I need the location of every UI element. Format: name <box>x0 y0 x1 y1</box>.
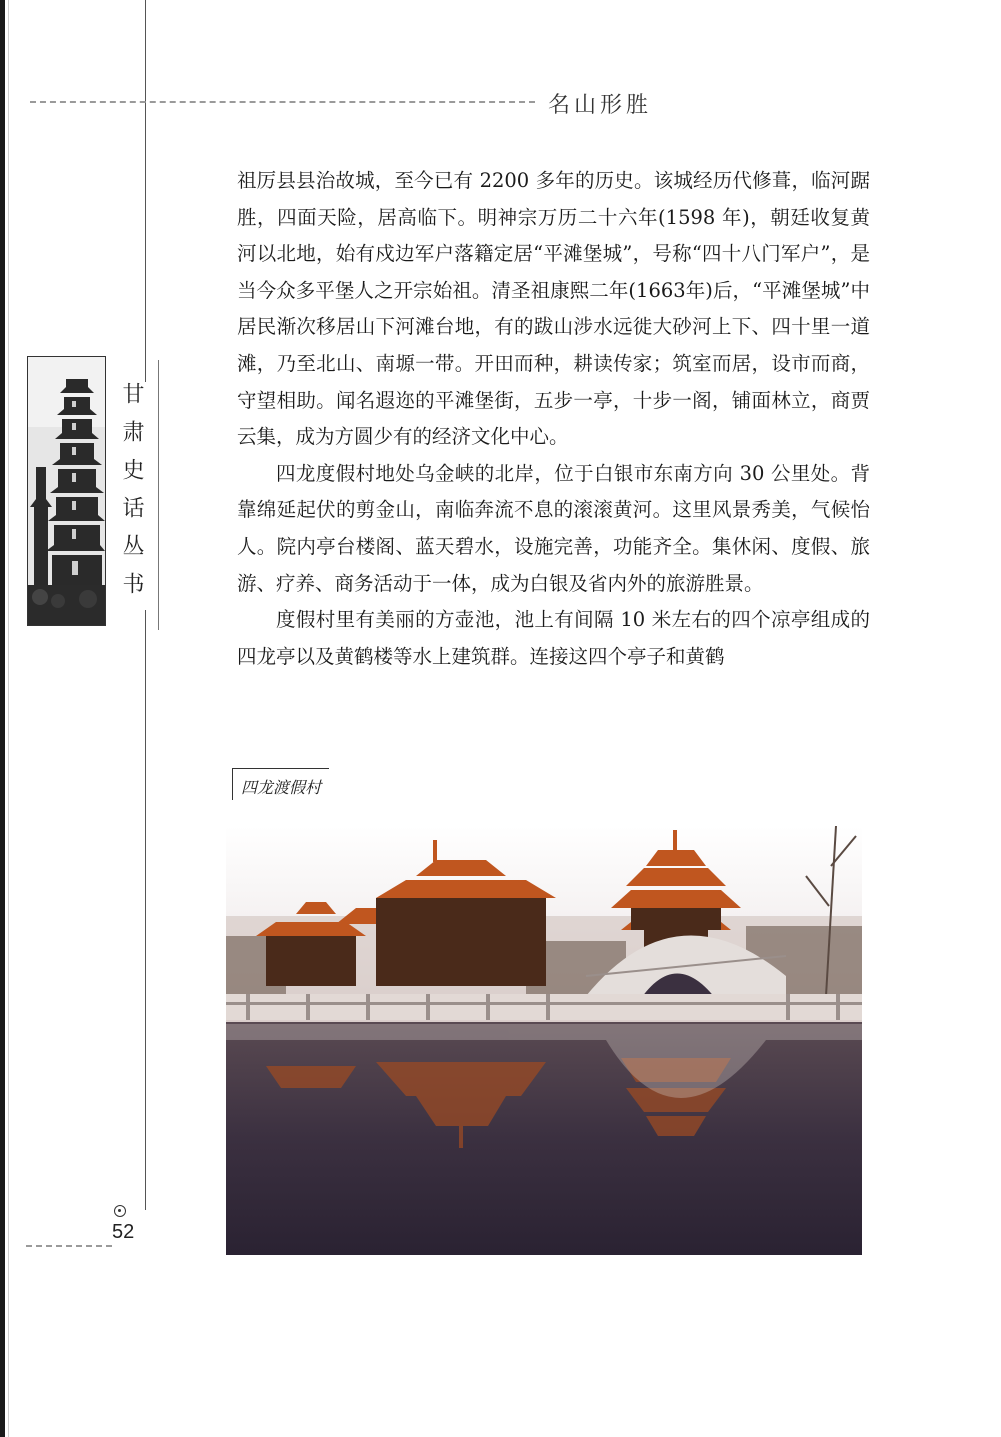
pavilion-illustration <box>226 826 862 1255</box>
paragraph-3: 度假村里有美丽的方壶池，池上有间隔 10 米左右的四个凉亭组成的四龙亭以及黄鹤楼等水上建筑群。连接这四个亭子和黄鹤 <box>237 608 870 668</box>
page-marker-icon <box>114 1205 126 1217</box>
header-dash-line <box>30 101 535 103</box>
sidebar-rule <box>158 360 159 630</box>
pagoda-illustration <box>28 357 105 625</box>
resort-photo <box>226 826 862 1255</box>
page-number: 52 <box>112 1221 135 1243</box>
page-edge-line <box>8 0 9 1437</box>
footer-dash-line <box>26 1245 112 1247</box>
running-header: 名山形胜 <box>548 93 653 118</box>
page-edge <box>0 0 5 1437</box>
paragraph-1: 祖厉县县治故城，至今已有 2200 多年的历史。该城经历代修葺，临河踞胜，四面天险，居高临下。明神宗万历二十六年(1598 年)，朝廷收复黄河以北地，始有戍边军户落籍定居“平滩堡城”，号称“四十八门军户”，是当今众多平堡人之开宗始祖。清圣祖康熙二年(1663年)后，“平滩堡城”中居民渐次移居山下河滩台地，有的跋山涉水远徙大砂河上下、四十里一道滩，乃至北山、南塬一带。开田而种，耕读传家；筑室而居，设市而商，守望相助。闻名遐迩的平滩堡街，五步一亭，十步一阁，铺面林立，商贾云集，成为方圆少有的经济文化中心。 <box>237 169 870 449</box>
paragraph-2: 四龙度假村地处乌金峡的北岸，位于白银市东南方向 30 公里处。背靠绵延起伏的剪金山，南临奔流不息的滚滚黄河。这里风景秀美，气候怡人。院内亭台楼阁、蓝天碧水，设施完善，功能齐全。集休闲、度假、旅游、疗养、商务活动于一体，成为白银及省内外的旅游胜景。 <box>237 461 870 595</box>
article-body <box>237 163 870 675</box>
pagoda-thumbnail <box>27 356 106 626</box>
figure-caption: 四龙渡假村 <box>232 768 329 800</box>
series-title: 甘肃史话丛书 <box>124 382 150 610</box>
